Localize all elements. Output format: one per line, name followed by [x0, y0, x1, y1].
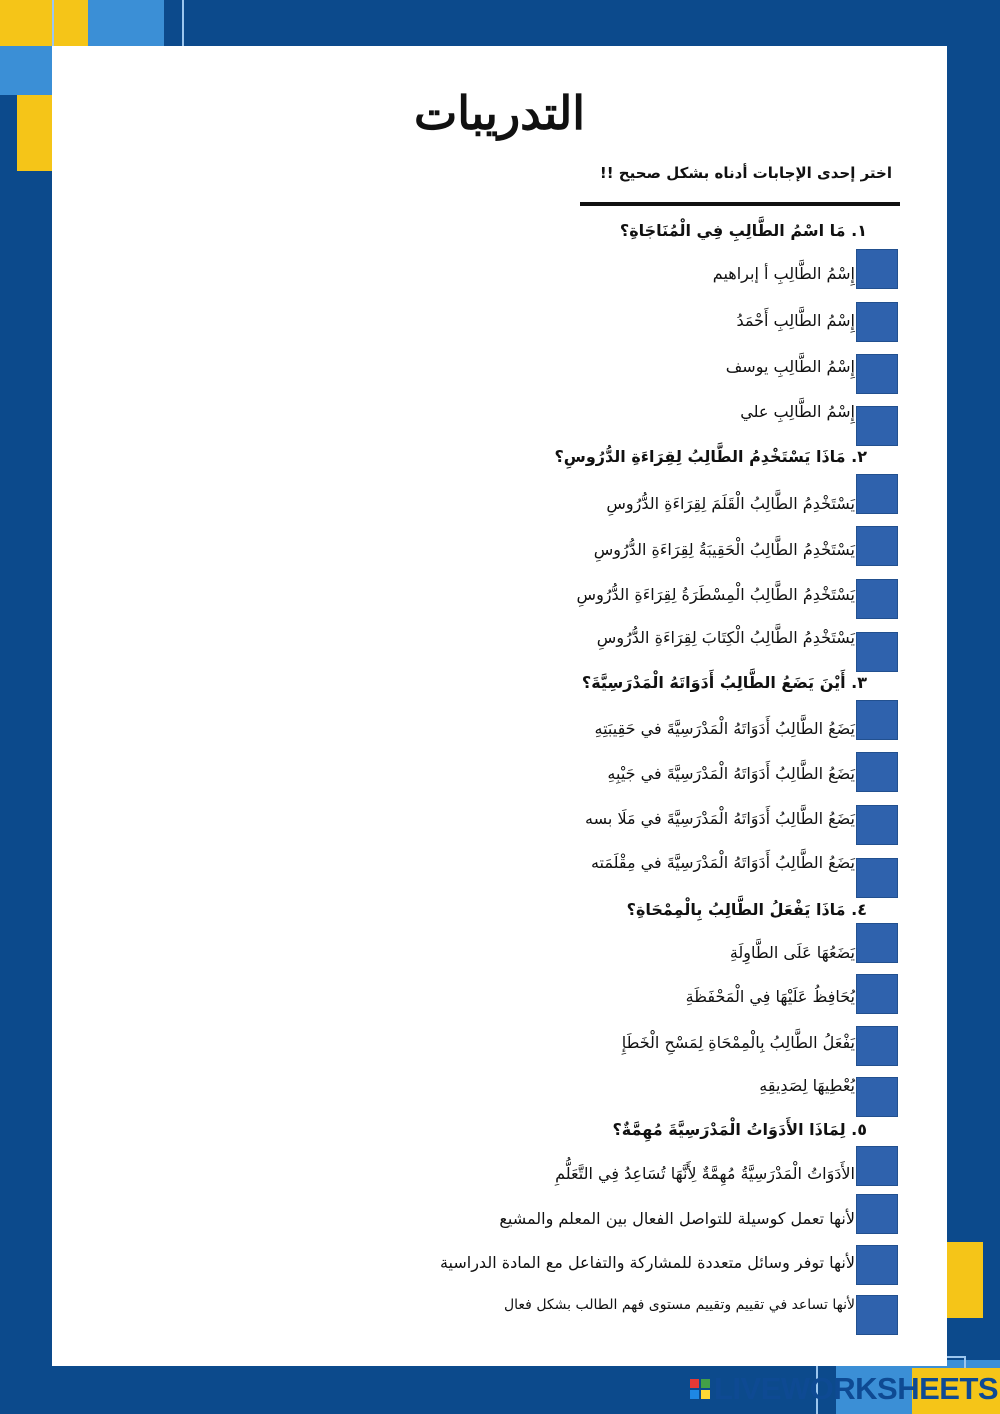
- answer-box-q1-option-2[interactable]: [856, 302, 898, 342]
- worksheet-page: [52, 46, 947, 1366]
- answer-box-q4-option-3[interactable]: [856, 1026, 898, 1066]
- question-3-label: ٣. أَيْنَ يَضَعُ الطَّالِبُ أَدَوَاتَهُ الْمَدْرَسِيَّةَ؟: [581, 673, 867, 692]
- q1-option-4-text: إِسْمُ الطَّالِبِ علي: [740, 402, 855, 421]
- question-5-label: ٥. لِمَاذَا الأَدَوَاتُ الْمَدْرَسِيَّةَ مُهِمَّةٌ؟: [612, 1120, 867, 1139]
- answer-box-q2-option-1[interactable]: [856, 474, 898, 514]
- divider-rule: [580, 202, 900, 206]
- q4-option-1-text: يَضَعُهَا عَلَى الطَّاوِلَةِ: [729, 943, 855, 962]
- answer-box-q2-option-4[interactable]: [856, 632, 898, 672]
- q1-option-2-text: إِسْمُ الطَّالِبِ أَحْمَدُ: [736, 311, 855, 330]
- q3-option-4-text: يَضَعُ الطَّالِبُ أَدَوَاتَهُ الْمَدْرَسِيَّةَ في مِقْلَمَته: [590, 853, 855, 872]
- liveworksheets-logo: [690, 1372, 998, 1406]
- q5-option-2-text: لأنها تعمل كوسيلة للتواصل الفعال بين المعلم والمشيع: [499, 1209, 855, 1228]
- brand-name: LIVEWORKSHEETS: [714, 1371, 999, 1406]
- logo-grid-cell: [690, 1390, 699, 1399]
- instruction-text: اختر إحدى الإجابات أدناه بشكل صحيح !!: [599, 164, 892, 182]
- answer-box-q1-option-3[interactable]: [856, 354, 898, 394]
- answer-box-q5-option-4[interactable]: [856, 1295, 898, 1335]
- q4-option-2-text: يُحَافِظُ عَلَيْهَا فِي الْمَحْفَظَةِ: [685, 987, 855, 1006]
- logo-grid-cell: [701, 1390, 710, 1399]
- corner-blue-inner: [88, 0, 164, 50]
- q5-option-3-text: لأنها توفر وسائل متعددة للمشاركة والتفاعل مع المادة الدراسية: [439, 1253, 855, 1272]
- answer-box-q1-option-1[interactable]: [856, 249, 898, 289]
- worksheet-title: التدريبات: [413, 86, 586, 140]
- answer-box-q3-option-3[interactable]: [856, 805, 898, 845]
- answer-box-q1-option-4[interactable]: [856, 406, 898, 446]
- question-1-label: ١. مَا اسْمُ الطَّالِبِ فِي الْمُنَاجَاةِ؟: [619, 221, 867, 240]
- question-2-label: ٢. مَاذَا يَسْتَخْدِمُ الطَّالِبُ لِقِرَاءَةِ الدُّرُوسِ؟: [554, 447, 867, 466]
- answer-box-q4-option-2[interactable]: [856, 974, 898, 1014]
- q2-option-2-text: يَسْتَخْدِمُ الطَّالِبُ الْحَقِيبَةُ لِقِرَاءَةِ الدُّرُوسِ: [593, 540, 855, 559]
- answer-box-q5-option-1[interactable]: [856, 1146, 898, 1186]
- answer-box-q5-option-3[interactable]: [856, 1245, 898, 1285]
- q4-option-4-text: يُعْطِيهَا لِصَدِيقِهِ: [759, 1076, 855, 1095]
- q5-option-1-text: الأَدَوَاتُ الْمَدْرَسِيَّةُ مُهِمَّةٌ لِأَنَّهَا تُسَاعِدُ فِي التَّعَلُّمِ: [555, 1164, 855, 1183]
- q3-option-1-text: يَضَعُ الطَّالِبُ أَدَوَاتَهُ الْمَدْرَسِيَّةَ في حَقِيبَتِهِ: [594, 719, 855, 738]
- q3-option-3-text: يَضَعُ الطَّالِبُ أَدَوَاتَهُ الْمَدْرَسِيَّةَ في مَلَا بسه: [585, 809, 855, 828]
- question-4-label: ٤. مَاذَا يَفْعَلُ الطَّالِبُ بِالْمِمْحَاةِ؟: [626, 900, 867, 919]
- answer-box-q3-option-4[interactable]: [856, 858, 898, 898]
- answer-box-q4-option-1[interactable]: [856, 923, 898, 963]
- answer-box-q3-option-1[interactable]: [856, 700, 898, 740]
- logo-grid-icon: [690, 1379, 710, 1399]
- q2-option-4-text: يَسْتَخْدِمُ الطَّالِبُ الْكِتَابَ لِقِرَاءَةِ الدُّرُوسِ: [596, 628, 855, 647]
- answer-box-q4-option-4[interactable]: [856, 1077, 898, 1117]
- answer-box-q5-option-2[interactable]: [856, 1194, 898, 1234]
- q2-option-1-text: يَسْتَخْدِمُ الطَّالِبُ الْقَلَمَ لِقِرَاءَةِ الدُّرُوسِ: [606, 494, 855, 513]
- q1-option-3-text: إِسْمُ الطَّالِبِ يوسف: [725, 357, 855, 376]
- q4-option-3-text: يَفْعَلُ الطَّالِبُ بِالْمِمْحَاةِ لِمَسْحِ الْخَطَإِ: [621, 1033, 855, 1052]
- answer-box-q2-option-3[interactable]: [856, 579, 898, 619]
- answer-box-q3-option-2[interactable]: [856, 752, 898, 792]
- q5-option-4-text: لأنها تساعد في تقييم وتقييم مستوى فهم الطالب بشكل فعال: [503, 1297, 855, 1313]
- logo-grid-cell: [690, 1379, 699, 1388]
- q1-option-1-text: إِسْمُ الطَّالِبِ أ إبراهيم: [712, 264, 855, 283]
- answer-box-q2-option-2[interactable]: [856, 526, 898, 566]
- logo-grid-cell: [701, 1379, 710, 1388]
- q3-option-2-text: يَضَعُ الطَّالِبُ أَدَوَاتَهُ الْمَدْرَسِيَّةَ في جَيْبِهِ: [607, 764, 855, 783]
- q2-option-3-text: يَسْتَخْدِمُ الطَّالِبُ الْمِسْطَرَةُ لِقِرَاءَةِ الدُّرُوسِ: [576, 585, 855, 604]
